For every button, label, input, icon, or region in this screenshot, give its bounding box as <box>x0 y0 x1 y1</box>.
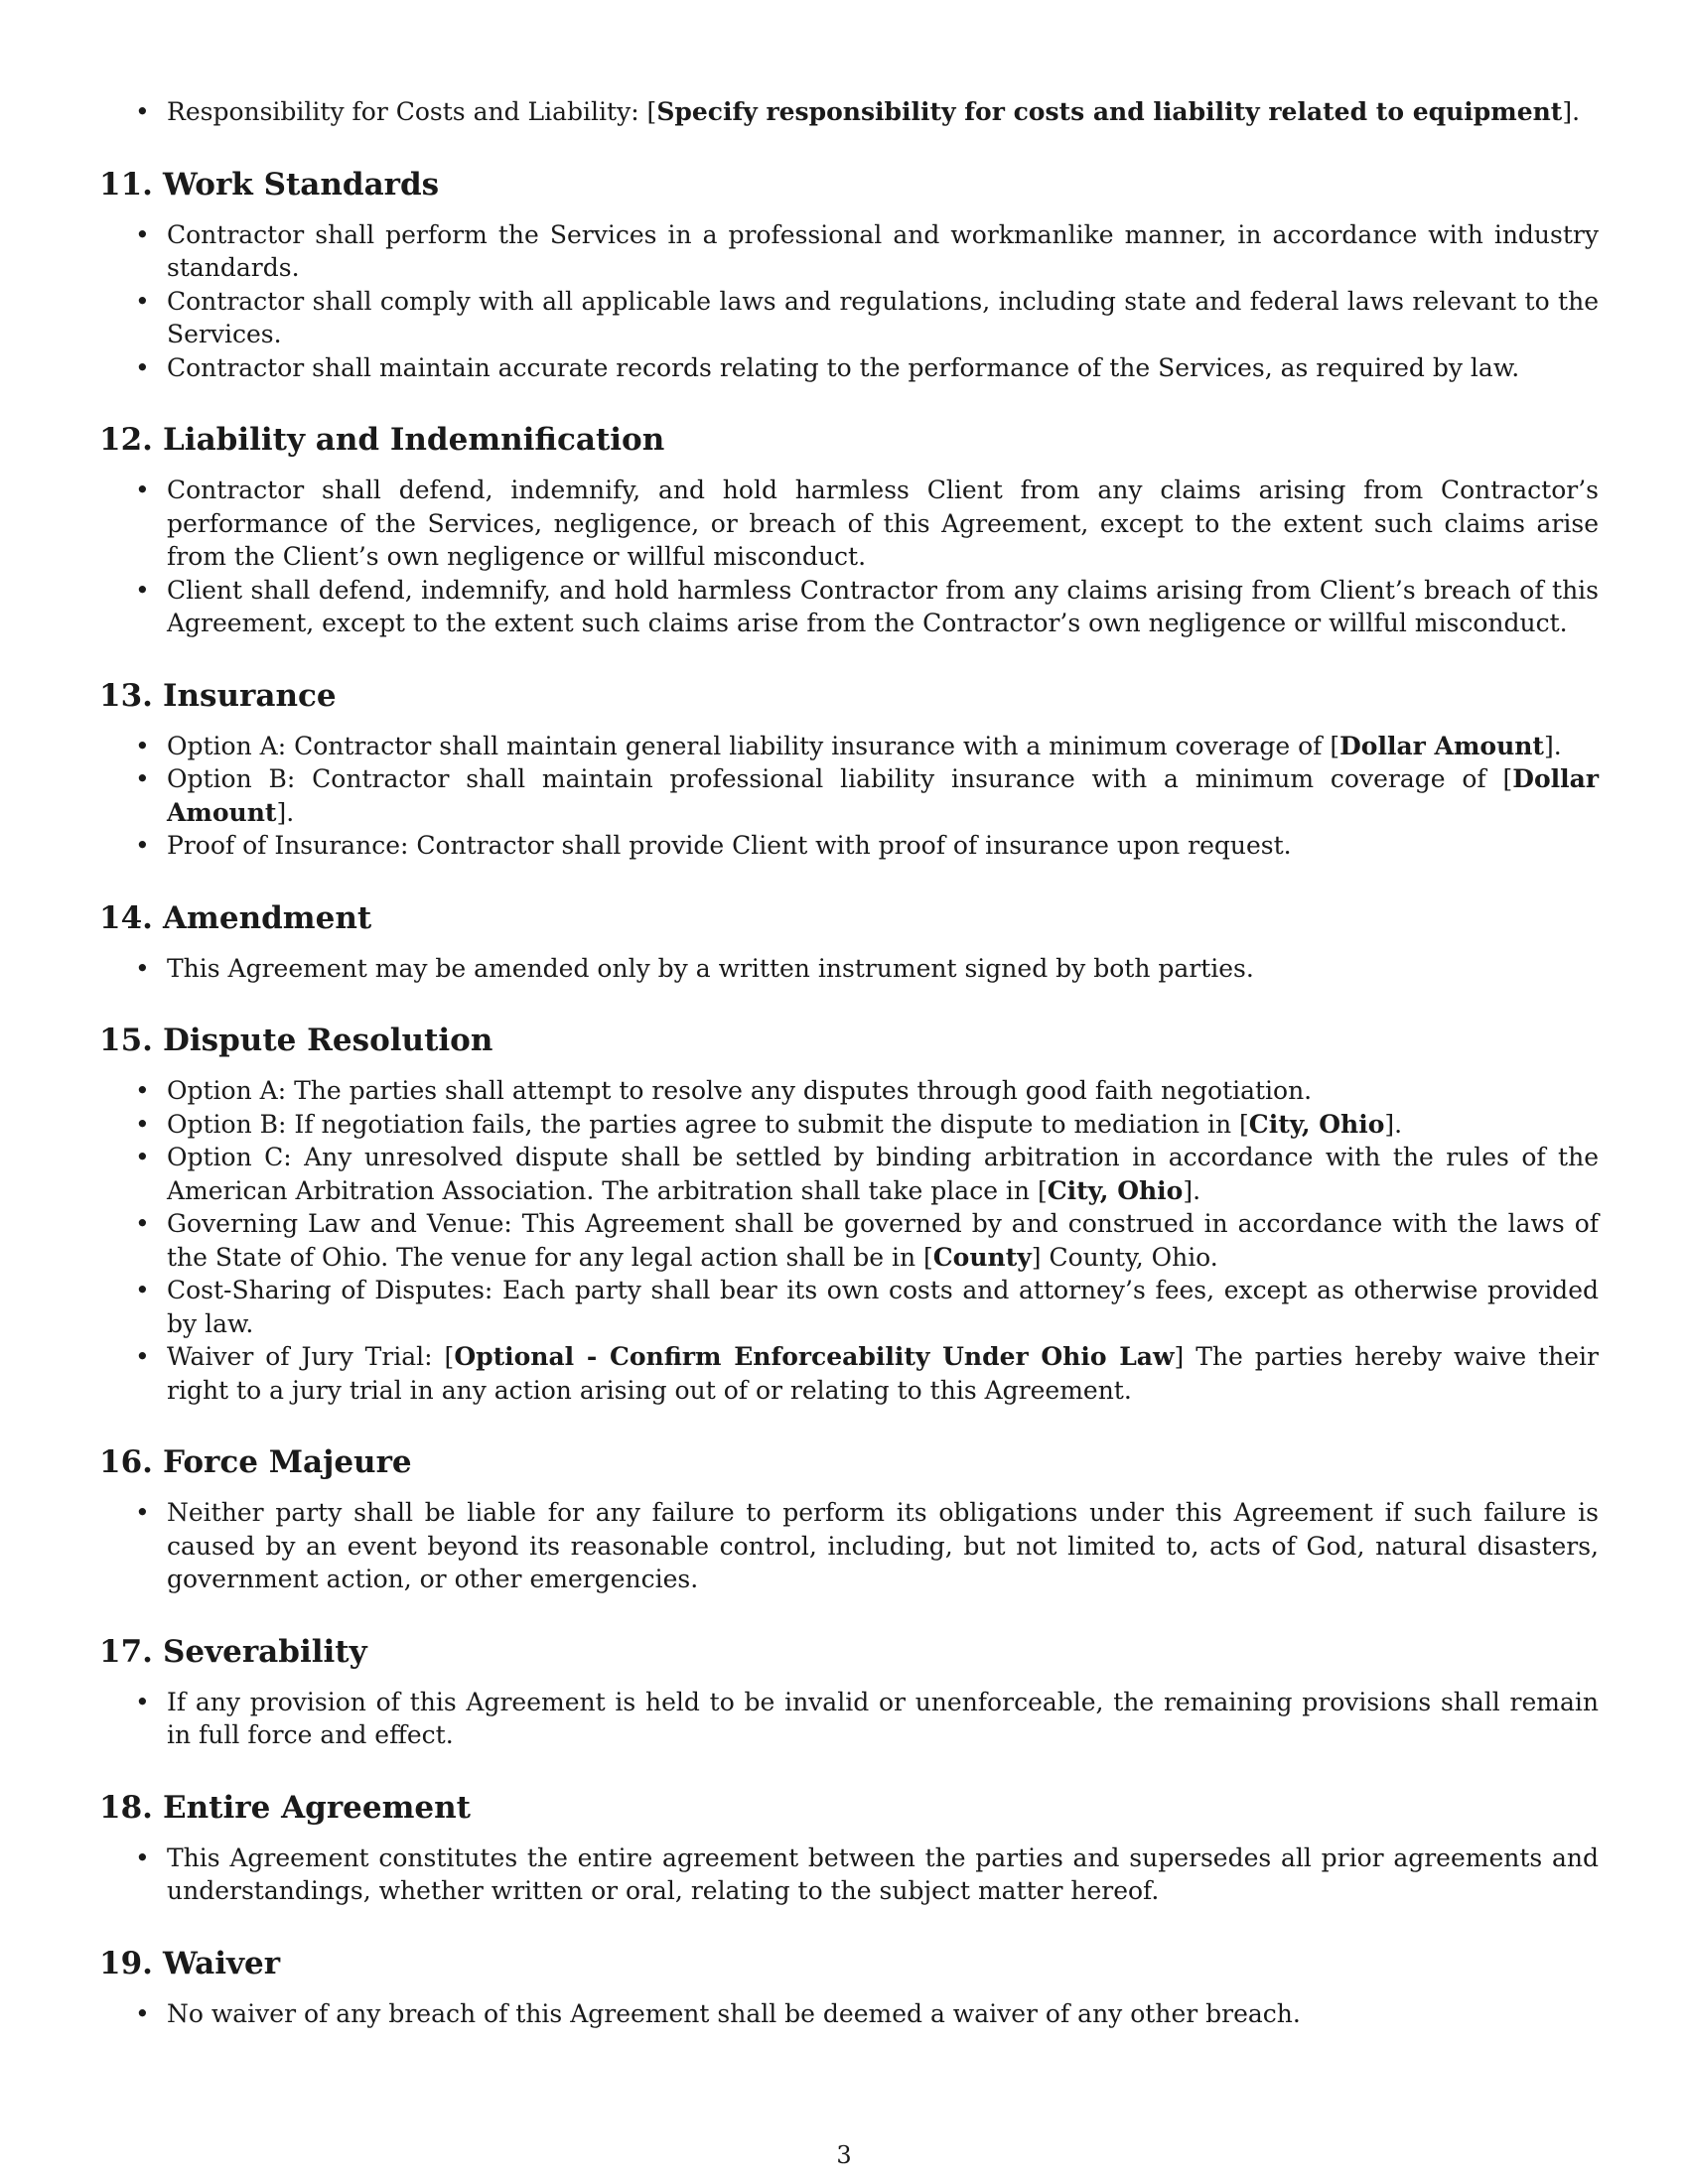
item-text: ]. <box>1543 731 1562 760</box>
placeholder-text: Dollar Amount <box>1339 731 1544 760</box>
bullet-list <box>99 1997 1599 2031</box>
item-text: Contractor shall perform the Services in a professional and workmanlike manner, in accordance with industry standards. <box>167 219 1599 282</box>
intro-list <box>99 95 1599 129</box>
section-title: Amendment <box>163 899 372 936</box>
bullet-list <box>99 952 1599 986</box>
section-number: 17. <box>99 1633 153 1670</box>
section <box>99 165 1599 385</box>
placeholder-text: Dollar Amount <box>167 764 1599 827</box>
list-item <box>99 218 1599 285</box>
list-item <box>99 730 1599 763</box>
bullet-list <box>99 1074 1599 1407</box>
list-item <box>99 952 1599 986</box>
section-title: Work Standards <box>163 166 440 203</box>
bullet-list <box>99 218 1599 385</box>
placeholder-text: City, Ohio <box>1248 1109 1385 1139</box>
section-heading <box>99 1788 1599 1828</box>
placeholder-text: Specify responsibility for costs and liability related to equipment <box>656 97 1563 126</box>
section-title: Entire Agreement <box>163 1789 471 1826</box>
section-number: 18. <box>99 1789 153 1826</box>
item-text: Waiver of Jury Trial: [ <box>167 1342 455 1371</box>
section <box>99 898 1599 986</box>
section <box>99 1632 1599 1752</box>
item-text: This Agreement may be amended only by a written instrument signed by both parties. <box>167 953 1254 983</box>
section-heading <box>99 1442 1599 1482</box>
list-item <box>99 1074 1599 1108</box>
list-item <box>99 1274 1599 1340</box>
item-text: If any provision of this Agreement is held to be invalid or unenforceable, the remaining provisions shall remain in full force and effect. <box>167 1687 1599 1749</box>
list-item <box>99 351 1599 385</box>
section <box>99 1442 1599 1596</box>
section-title: Severability <box>163 1633 367 1670</box>
list-item <box>99 95 1599 129</box>
section-title: Waiver <box>163 1945 281 1981</box>
list-item <box>99 1686 1599 1752</box>
bullet-list <box>99 1686 1599 1752</box>
list-item <box>99 762 1599 829</box>
section-number: 11. <box>99 166 153 203</box>
section-heading <box>99 1632 1599 1672</box>
section-number: 15. <box>99 1023 153 1058</box>
item-text: Option C: Any unresolved dispute shall be settled by binding arbitration in accordance with the rules of the American Arbitration Association. The arbitration shall take place in [ <box>167 1143 1599 1205</box>
list-item <box>99 574 1599 640</box>
section-number: 14. <box>99 899 153 936</box>
item-text: ] The parties hereby waive their right to a jury trial in any action arising out of or relating to this Agreement. <box>167 1342 1600 1405</box>
item-text: Client shall defend, indemnify, and hold harmless Contractor from any claims arising from Client’s breach of this Agreement, except to the extent such claims arise from the Contractor’s own negligence or willful misconduct. <box>167 575 1599 637</box>
page-number: 3 <box>836 2141 852 2169</box>
placeholder-text: City, Ohio <box>1047 1175 1184 1205</box>
section-number: 13. <box>99 677 153 714</box>
placeholder-text: County <box>932 1242 1032 1272</box>
item-text: Option B: If negotiation fails, the parties agree to submit the dispute to mediation in [ <box>167 1109 1249 1139</box>
sections-container <box>99 165 1599 2031</box>
item-text: Contractor shall defend, indemnify, and hold harmless Client from any claims arising from Contractor’s performance of the Services, negligence, or breach of this Agreement, except to the extent such claims arise from the Client’s own negligence or willful misconduct. <box>167 476 1599 571</box>
section-heading <box>99 1021 1599 1060</box>
section-number: 19. <box>99 1945 153 1981</box>
list-item <box>99 1340 1599 1407</box>
item-text: Cost-Sharing of Disputes: Each party shall bear its own costs and attorney’s fees, except as otherwise provided by law. <box>167 1276 1599 1338</box>
list-item <box>99 1842 1599 1908</box>
bullet-list <box>99 474 1599 640</box>
section-title: Dispute Resolution <box>163 1023 493 1058</box>
list-item <box>99 829 1599 863</box>
section-number: 12. <box>99 422 153 458</box>
section-heading <box>99 420 1599 460</box>
section <box>99 1944 1599 2031</box>
item-text: ]. <box>1384 1109 1403 1139</box>
placeholder-text: Optional - Confirm Enforceability Under Ohio Law <box>454 1342 1175 1371</box>
item-text: Contractor shall maintain accurate records relating to the performance of the Services, as required by law. <box>167 352 1520 382</box>
section-title: Force Majeure <box>163 1444 412 1480</box>
list-item <box>99 1207 1599 1274</box>
bullet-list <box>99 1496 1599 1596</box>
item-text: ]. <box>1562 97 1581 126</box>
list-item <box>99 1108 1599 1142</box>
section <box>99 1021 1599 1407</box>
item-text: ] County, Ohio. <box>1031 1242 1218 1272</box>
section-heading <box>99 165 1599 205</box>
list-item <box>99 1496 1599 1596</box>
item-text: Proof of Insurance: Contractor shall provide Client with proof of insurance upon request. <box>167 831 1292 860</box>
section-title: Liability and Indemnification <box>163 422 665 458</box>
section <box>99 676 1599 863</box>
item-text: Contractor shall comply with all applicable laws and regulations, including state and federal laws relevant to the Services. <box>167 286 1599 348</box>
section-heading <box>99 898 1599 938</box>
section-number: 16. <box>99 1444 153 1480</box>
item-text: Responsibility for Costs and Liability: [ <box>167 97 657 126</box>
section <box>99 1788 1599 1908</box>
list-item <box>99 1141 1599 1207</box>
bullet-list <box>99 1842 1599 1908</box>
section-heading <box>99 676 1599 716</box>
item-text: Governing Law and Venue: This Agreement shall be governed by and construed in accordance with the laws of the State of Ohio. The venue for any legal action shall be in [ <box>167 1209 1599 1272</box>
list-item <box>99 474 1599 574</box>
bullet-list <box>99 730 1599 863</box>
list-item <box>99 1997 1599 2031</box>
section <box>99 420 1599 640</box>
item-text: Option B: Contractor shall maintain professional liability insurance with a minimum coverage of [ <box>167 764 1513 793</box>
section-heading <box>99 1944 1599 1983</box>
item-text: No waiver of any breach of this Agreement shall be deemed a waiver of any other breach. <box>167 1998 1301 2028</box>
item-text: Neither party shall be liable for any failure to perform its obligations under this Agreement if such failure is caused by an event beyond its reasonable control, including, but not limited to, acts of God, natural disasters, government action, or other emergencies. <box>167 1498 1599 1593</box>
item-text: This Agreement constitutes the entire agreement between the parties and supersedes all prior agreements and understandings, whether written or oral, relating to the subject matter hereof. <box>167 1843 1599 1905</box>
item-text: Option A: Contractor shall maintain general liability insurance with a minimum coverage of [ <box>167 731 1340 760</box>
item-text: Option A: The parties shall attempt to resolve any disputes through good faith negotiation. <box>167 1076 1313 1105</box>
document-page <box>99 95 1599 2030</box>
list-item <box>99 285 1599 351</box>
item-text: ]. <box>1183 1175 1201 1205</box>
section-title: Insurance <box>163 677 337 714</box>
item-text: ]. <box>276 797 295 827</box>
